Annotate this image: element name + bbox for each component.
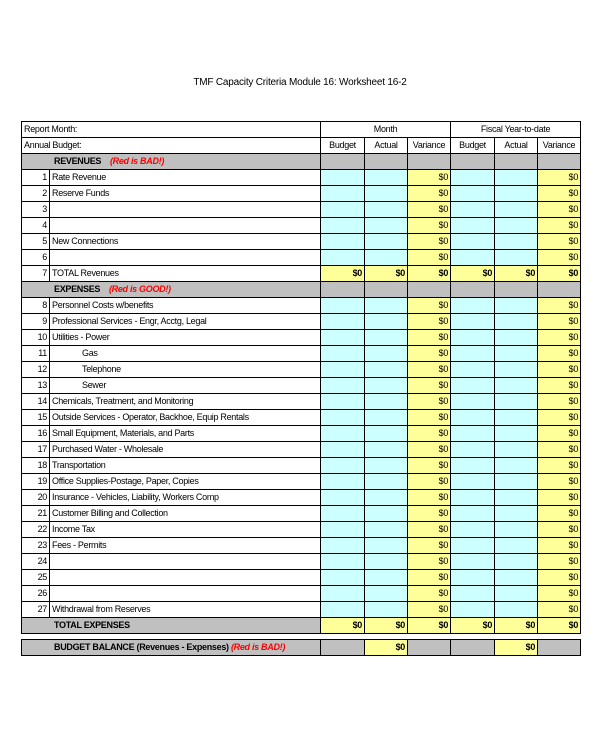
header-row-1 [22, 122, 581, 138]
ytd-budget-cell[interactable] [451, 538, 495, 554]
line-number: 26 [22, 586, 50, 602]
table-row [22, 218, 581, 234]
month-budget-cell[interactable] [321, 586, 365, 602]
ytd-budget-cell[interactable] [451, 554, 495, 570]
annual-budget-label: Annual Budget: [22, 138, 321, 154]
month-budget-cell[interactable] [321, 458, 365, 474]
month-variance-cell: $0 [408, 314, 451, 330]
line-label [50, 250, 321, 266]
line-number: 23 [22, 538, 50, 554]
ytd-actual-cell[interactable] [495, 570, 538, 586]
month-actual-cell[interactable] [365, 234, 408, 250]
section-fill-cell [495, 282, 538, 298]
section-fill-cell [495, 154, 538, 170]
ytd-variance-cell: $0 [538, 202, 581, 218]
month-variance-cell: $0 [408, 234, 451, 250]
month-actual-cell[interactable] [365, 426, 408, 442]
month-actual-cell[interactable] [365, 186, 408, 202]
line-number: 8 [22, 298, 50, 314]
month-actual-cell[interactable] [365, 506, 408, 522]
ytd-actual-cell[interactable] [495, 490, 538, 506]
table-row [22, 330, 581, 346]
ytd-budget-cell[interactable] [451, 410, 495, 426]
month-budget-cell[interactable] [321, 378, 365, 394]
ytd-variance-cell: $0 [538, 474, 581, 490]
line-label: Professional Services - Engr, Acctg, Legal [50, 314, 321, 330]
month-budget-cell[interactable] [321, 234, 365, 250]
balance-fill-cell [538, 640, 581, 656]
ytd-actual-cell[interactable] [495, 362, 538, 378]
ytd-budget-cell[interactable] [451, 202, 495, 218]
line-label: New Connections [50, 234, 321, 250]
line-number: 15 [22, 410, 50, 426]
line-number: 2 [22, 186, 50, 202]
table-row [22, 506, 581, 522]
line-number: 12 [22, 362, 50, 378]
report-month-label: Report Month: [22, 122, 321, 138]
line-label [50, 586, 321, 602]
section-fill-cell [451, 154, 495, 170]
table-row [22, 394, 581, 410]
ytd-variance-cell: $0 [538, 378, 581, 394]
line-label: Transportation [50, 458, 321, 474]
month-actual-cell[interactable] [365, 218, 408, 234]
ytd-actual-cell[interactable] [495, 538, 538, 554]
table-row [22, 186, 581, 202]
line-number: 27 [22, 602, 50, 618]
ytd-actual-cell[interactable] [495, 218, 538, 234]
ytd-actual-cell[interactable] [495, 234, 538, 250]
total-value-cell: $0 [408, 618, 451, 634]
ytd-variance-cell: $0 [538, 538, 581, 554]
ytd-budget-header: Budget [451, 138, 495, 154]
month-actual-cell[interactable] [365, 554, 408, 570]
table-row [22, 314, 581, 330]
ytd-actual-cell[interactable] [495, 458, 538, 474]
budget-balance-title: BUDGET BALANCE (Revenues - Expenses) [54, 642, 229, 652]
line-number: 1 [22, 170, 50, 186]
section-fill-cell [321, 154, 365, 170]
revenues-total-row [22, 266, 581, 282]
table-row [22, 602, 581, 618]
expenses-title: EXPENSES [54, 284, 101, 294]
line-label: Sewer [50, 378, 321, 394]
ytd-actual-cell[interactable] [495, 202, 538, 218]
line-number: 3 [22, 202, 50, 218]
line-number: 14 [22, 394, 50, 410]
ytd-variance-cell: $0 [538, 586, 581, 602]
ytd-budget-cell[interactable] [451, 442, 495, 458]
month-budget-cell[interactable] [321, 570, 365, 586]
line-number: 16 [22, 426, 50, 442]
ytd-budget-cell[interactable] [451, 394, 495, 410]
ytd-actual-cell[interactable] [495, 378, 538, 394]
ytd-budget-cell[interactable] [451, 458, 495, 474]
month-budget-cell[interactable] [321, 602, 365, 618]
total-value-cell: $0 [321, 266, 365, 282]
total-value-cell: $0 [495, 266, 538, 282]
section-fill-cell [365, 154, 408, 170]
table-row [22, 346, 581, 362]
table-row [22, 362, 581, 378]
table-row [22, 378, 581, 394]
month-budget-cell[interactable] [321, 218, 365, 234]
total-value-cell: $0 [365, 618, 408, 634]
month-actual-cell[interactable] [365, 330, 408, 346]
table-row [22, 426, 581, 442]
table-row [22, 442, 581, 458]
ytd-budget-cell[interactable] [451, 250, 495, 266]
line-label: Rate Revenue [50, 170, 321, 186]
ytd-variance-cell: $0 [538, 298, 581, 314]
total-value-cell: $0 [408, 266, 451, 282]
ytd-actual-cell[interactable] [495, 442, 538, 458]
line-label [50, 202, 321, 218]
month-actual-cell[interactable] [365, 602, 408, 618]
line-label: Outside Services - Operator, Backhoe, Equip Rentals [50, 410, 321, 426]
balance-fill-cell [408, 640, 451, 656]
month-budget-cell[interactable] [321, 362, 365, 378]
month-variance-cell: $0 [408, 298, 451, 314]
line-label: Chemicals, Treatment, and Monitoring [50, 394, 321, 410]
month-budget-cell[interactable] [321, 410, 365, 426]
month-variance-cell: $0 [408, 426, 451, 442]
total-value-cell: $0 [451, 266, 495, 282]
total-value-cell: $0 [321, 618, 365, 634]
ytd-variance-cell: $0 [538, 410, 581, 426]
line-number: 22 [22, 522, 50, 538]
section-fill-cell [538, 282, 581, 298]
section-fill-cell [451, 282, 495, 298]
month-header: Month [321, 122, 451, 138]
ytd-budget-cell[interactable] [451, 474, 495, 490]
table-row [22, 234, 581, 250]
ytd-budget-cell[interactable] [451, 298, 495, 314]
table-row [22, 570, 581, 586]
ytd-actual-cell[interactable] [495, 346, 538, 362]
month-actual-cell[interactable] [365, 362, 408, 378]
month-actual-cell[interactable] [365, 346, 408, 362]
ytd-variance-cell: $0 [538, 362, 581, 378]
header-row-2 [22, 138, 581, 154]
ytd-budget-cell[interactable] [451, 186, 495, 202]
month-variance-cell: $0 [408, 410, 451, 426]
ytd-actual-cell[interactable] [495, 298, 538, 314]
table-row [22, 554, 581, 570]
line-number: 9 [22, 314, 50, 330]
month-actual-cell[interactable] [365, 378, 408, 394]
month-variance-cell: $0 [408, 346, 451, 362]
revenues-title: REVENUES [54, 156, 102, 166]
line-number: 19 [22, 474, 50, 490]
month-variance-cell: $0 [408, 442, 451, 458]
ytd-variance-header: Variance [538, 138, 581, 154]
month-variance-cell: $0 [408, 586, 451, 602]
month-budget-cell[interactable] [321, 330, 365, 346]
month-actual-header: Actual [365, 138, 408, 154]
month-actual-cell[interactable] [365, 442, 408, 458]
month-budget-cell[interactable] [321, 170, 365, 186]
ytd-variance-cell: $0 [538, 234, 581, 250]
expenses-total-row [22, 618, 581, 634]
month-budget-header: Budget [321, 138, 365, 154]
month-actual-cell[interactable] [365, 458, 408, 474]
total-label: TOTAL EXPENSES [22, 618, 321, 634]
line-number: 24 [22, 554, 50, 570]
line-label: Insurance - Vehicles, Liability, Workers Comp [50, 490, 321, 506]
line-number: 17 [22, 442, 50, 458]
table-row [22, 202, 581, 218]
month-variance-cell: $0 [408, 554, 451, 570]
ytd-actual-cell[interactable] [495, 410, 538, 426]
month-variance-cell: $0 [408, 378, 451, 394]
month-actual-cell[interactable] [365, 250, 408, 266]
month-variance-cell: $0 [408, 170, 451, 186]
line-label: Personnel Costs w/benefits [50, 298, 321, 314]
budget-balance-label [22, 640, 321, 656]
month-variance-cell: $0 [408, 506, 451, 522]
month-actual-cell[interactable] [365, 538, 408, 554]
month-budget-cell[interactable] [321, 186, 365, 202]
line-label: Fees - Permits [50, 538, 321, 554]
month-actual-cell[interactable] [365, 202, 408, 218]
month-budget-cell[interactable] [321, 394, 365, 410]
month-variance-cell: $0 [408, 570, 451, 586]
section-fill-cell [408, 154, 451, 170]
table-row [22, 170, 581, 186]
ytd-actual-cell[interactable] [495, 586, 538, 602]
ytd-variance-cell: $0 [538, 186, 581, 202]
line-number: 6 [22, 250, 50, 266]
line-label [50, 218, 321, 234]
ytd-variance-cell: $0 [538, 218, 581, 234]
month-budget-cell[interactable] [321, 554, 365, 570]
table-row [22, 250, 581, 266]
total-value-cell: $0 [451, 618, 495, 634]
ytd-budget-cell[interactable] [451, 378, 495, 394]
table-row [22, 538, 581, 554]
ytd-actual-header: Actual [495, 138, 538, 154]
line-number: 11 [22, 346, 50, 362]
table-row [22, 410, 581, 426]
line-number: 7 [22, 266, 50, 282]
line-label: Utilities - Power [50, 330, 321, 346]
line-label: Telephone [50, 362, 321, 378]
ytd-budget-cell[interactable] [451, 314, 495, 330]
ytd-variance-cell: $0 [538, 602, 581, 618]
ytd-budget-cell[interactable] [451, 234, 495, 250]
month-actual-cell[interactable] [365, 394, 408, 410]
ytd-variance-cell: $0 [538, 394, 581, 410]
month-actual-cell[interactable] [365, 490, 408, 506]
line-number: 4 [22, 218, 50, 234]
ytd-budget-cell[interactable] [451, 218, 495, 234]
ytd-actual-cell[interactable] [495, 186, 538, 202]
ytd-variance-cell: $0 [538, 506, 581, 522]
ytd-budget-cell[interactable] [451, 346, 495, 362]
section-fill-cell [321, 282, 365, 298]
ytd-actual-cell[interactable] [495, 170, 538, 186]
line-number: 25 [22, 570, 50, 586]
ytd-variance-cell: $0 [538, 170, 581, 186]
ytd-budget-cell[interactable] [451, 522, 495, 538]
ytd-actual-cell[interactable] [495, 602, 538, 618]
month-variance-cell: $0 [408, 218, 451, 234]
revenues-section-header [22, 154, 581, 170]
revenues-note: (Red is BAD!) [109, 156, 165, 166]
balance-fill-cell [321, 640, 365, 656]
revenues-section-title [22, 154, 321, 170]
expenses-section-header [22, 282, 581, 298]
ytd-actual-cell[interactable] [495, 506, 538, 522]
ytd-budget-cell[interactable] [451, 506, 495, 522]
month-variance-cell: $0 [408, 538, 451, 554]
table-row [22, 522, 581, 538]
line-number: 10 [22, 330, 50, 346]
month-variance-cell: $0 [408, 186, 451, 202]
ytd-actual-cell[interactable] [495, 474, 538, 490]
ytd-actual-cell[interactable] [495, 522, 538, 538]
ytd-actual-cell[interactable] [495, 554, 538, 570]
ytd-budget-cell[interactable] [451, 330, 495, 346]
month-budget-cell[interactable] [321, 506, 365, 522]
month-actual-cell[interactable] [365, 410, 408, 426]
line-number: 13 [22, 378, 50, 394]
month-actual-cell[interactable] [365, 586, 408, 602]
line-label: Small Equipment, Materials, and Parts [50, 426, 321, 442]
ytd-budget-cell[interactable] [451, 362, 495, 378]
ytd-variance-cell: $0 [538, 554, 581, 570]
fiscal-ytd-header: Fiscal Year-to-date [451, 122, 581, 138]
line-label: Office Supplies-Postage, Paper, Copies [50, 474, 321, 490]
ytd-actual-cell[interactable] [495, 394, 538, 410]
month-budget-cell[interactable] [321, 298, 365, 314]
ytd-actual-cell[interactable] [495, 314, 538, 330]
month-variance-cell: $0 [408, 474, 451, 490]
ytd-variance-cell: $0 [538, 250, 581, 266]
month-budget-cell[interactable] [321, 250, 365, 266]
month-budget-cell[interactable] [321, 490, 365, 506]
line-label: Withdrawal from Reserves [50, 602, 321, 618]
month-budget-cell[interactable] [321, 474, 365, 490]
month-actual-cell[interactable] [365, 314, 408, 330]
month-budget-cell[interactable] [321, 426, 365, 442]
worksheet-title: TMF Capacity Criteria Module 16: Worksheet 16-2 [193, 77, 407, 88]
total-value-cell: $0 [495, 618, 538, 634]
total-value-cell: $0 [538, 266, 581, 282]
month-budget-cell[interactable] [321, 202, 365, 218]
month-variance-cell: $0 [408, 330, 451, 346]
month-actual-cell[interactable] [365, 474, 408, 490]
total-value-cell: $0 [538, 618, 581, 634]
month-budget-cell[interactable] [321, 522, 365, 538]
expenses-note: (Red is GOOD!) [108, 284, 171, 294]
section-fill-cell [365, 282, 408, 298]
month-variance-cell: $0 [408, 490, 451, 506]
total-label: TOTAL Revenues [50, 266, 321, 282]
month-variance-cell: $0 [408, 602, 451, 618]
ytd-budget-cell[interactable] [451, 570, 495, 586]
ytd-variance-cell: $0 [538, 442, 581, 458]
month-budget-cell[interactable] [321, 346, 365, 362]
balance-ytd-actual: $0 [495, 640, 538, 656]
month-variance-cell: $0 [408, 458, 451, 474]
section-fill-cell [408, 282, 451, 298]
month-budget-cell[interactable] [321, 442, 365, 458]
month-actual-cell[interactable] [365, 298, 408, 314]
balance-fill-cell [451, 640, 495, 656]
ytd-variance-cell: $0 [538, 490, 581, 506]
month-variance-cell: $0 [408, 250, 451, 266]
ytd-variance-cell: $0 [538, 522, 581, 538]
line-label [50, 570, 321, 586]
line-label: Purchased Water - Wholesale [50, 442, 321, 458]
line-label: Income Tax [50, 522, 321, 538]
ytd-budget-cell[interactable] [451, 170, 495, 186]
ytd-variance-cell: $0 [538, 346, 581, 362]
line-number: 20 [22, 490, 50, 506]
month-budget-cell[interactable] [321, 538, 365, 554]
ytd-variance-cell: $0 [538, 330, 581, 346]
ytd-variance-cell: $0 [538, 314, 581, 330]
table-row [22, 458, 581, 474]
section-fill-cell [538, 154, 581, 170]
ytd-variance-cell: $0 [538, 570, 581, 586]
budget-balance-row [22, 640, 581, 656]
total-value-cell: $0 [365, 266, 408, 282]
month-variance-cell: $0 [408, 522, 451, 538]
table-row [22, 474, 581, 490]
budget-balance-note: (Red is BAD!) [230, 642, 286, 652]
line-label: Reserve Funds [50, 186, 321, 202]
line-label: Customer Billing and Collection [50, 506, 321, 522]
ytd-variance-cell: $0 [538, 458, 581, 474]
ytd-variance-cell: $0 [538, 426, 581, 442]
table-row [22, 490, 581, 506]
budget-worksheet-table [21, 121, 581, 656]
line-number: 21 [22, 506, 50, 522]
month-budget-cell[interactable] [321, 314, 365, 330]
table-row [22, 586, 581, 602]
line-label: Gas [50, 346, 321, 362]
ytd-budget-cell[interactable] [451, 586, 495, 602]
month-variance-cell: $0 [408, 362, 451, 378]
ytd-budget-cell[interactable] [451, 490, 495, 506]
month-variance-cell: $0 [408, 202, 451, 218]
month-variance-cell: $0 [408, 394, 451, 410]
expenses-section-title [22, 282, 321, 298]
month-variance-header: Variance [408, 138, 451, 154]
balance-month-actual: $0 [365, 640, 408, 656]
table-row [22, 298, 581, 314]
ytd-actual-cell[interactable] [495, 330, 538, 346]
line-number: 18 [22, 458, 50, 474]
month-actual-cell[interactable] [365, 570, 408, 586]
month-actual-cell[interactable] [365, 170, 408, 186]
month-actual-cell[interactable] [365, 522, 408, 538]
ytd-actual-cell[interactable] [495, 426, 538, 442]
line-label [50, 554, 321, 570]
line-number: 5 [22, 234, 50, 250]
ytd-budget-cell[interactable] [451, 602, 495, 618]
ytd-actual-cell[interactable] [495, 250, 538, 266]
ytd-budget-cell[interactable] [451, 426, 495, 442]
